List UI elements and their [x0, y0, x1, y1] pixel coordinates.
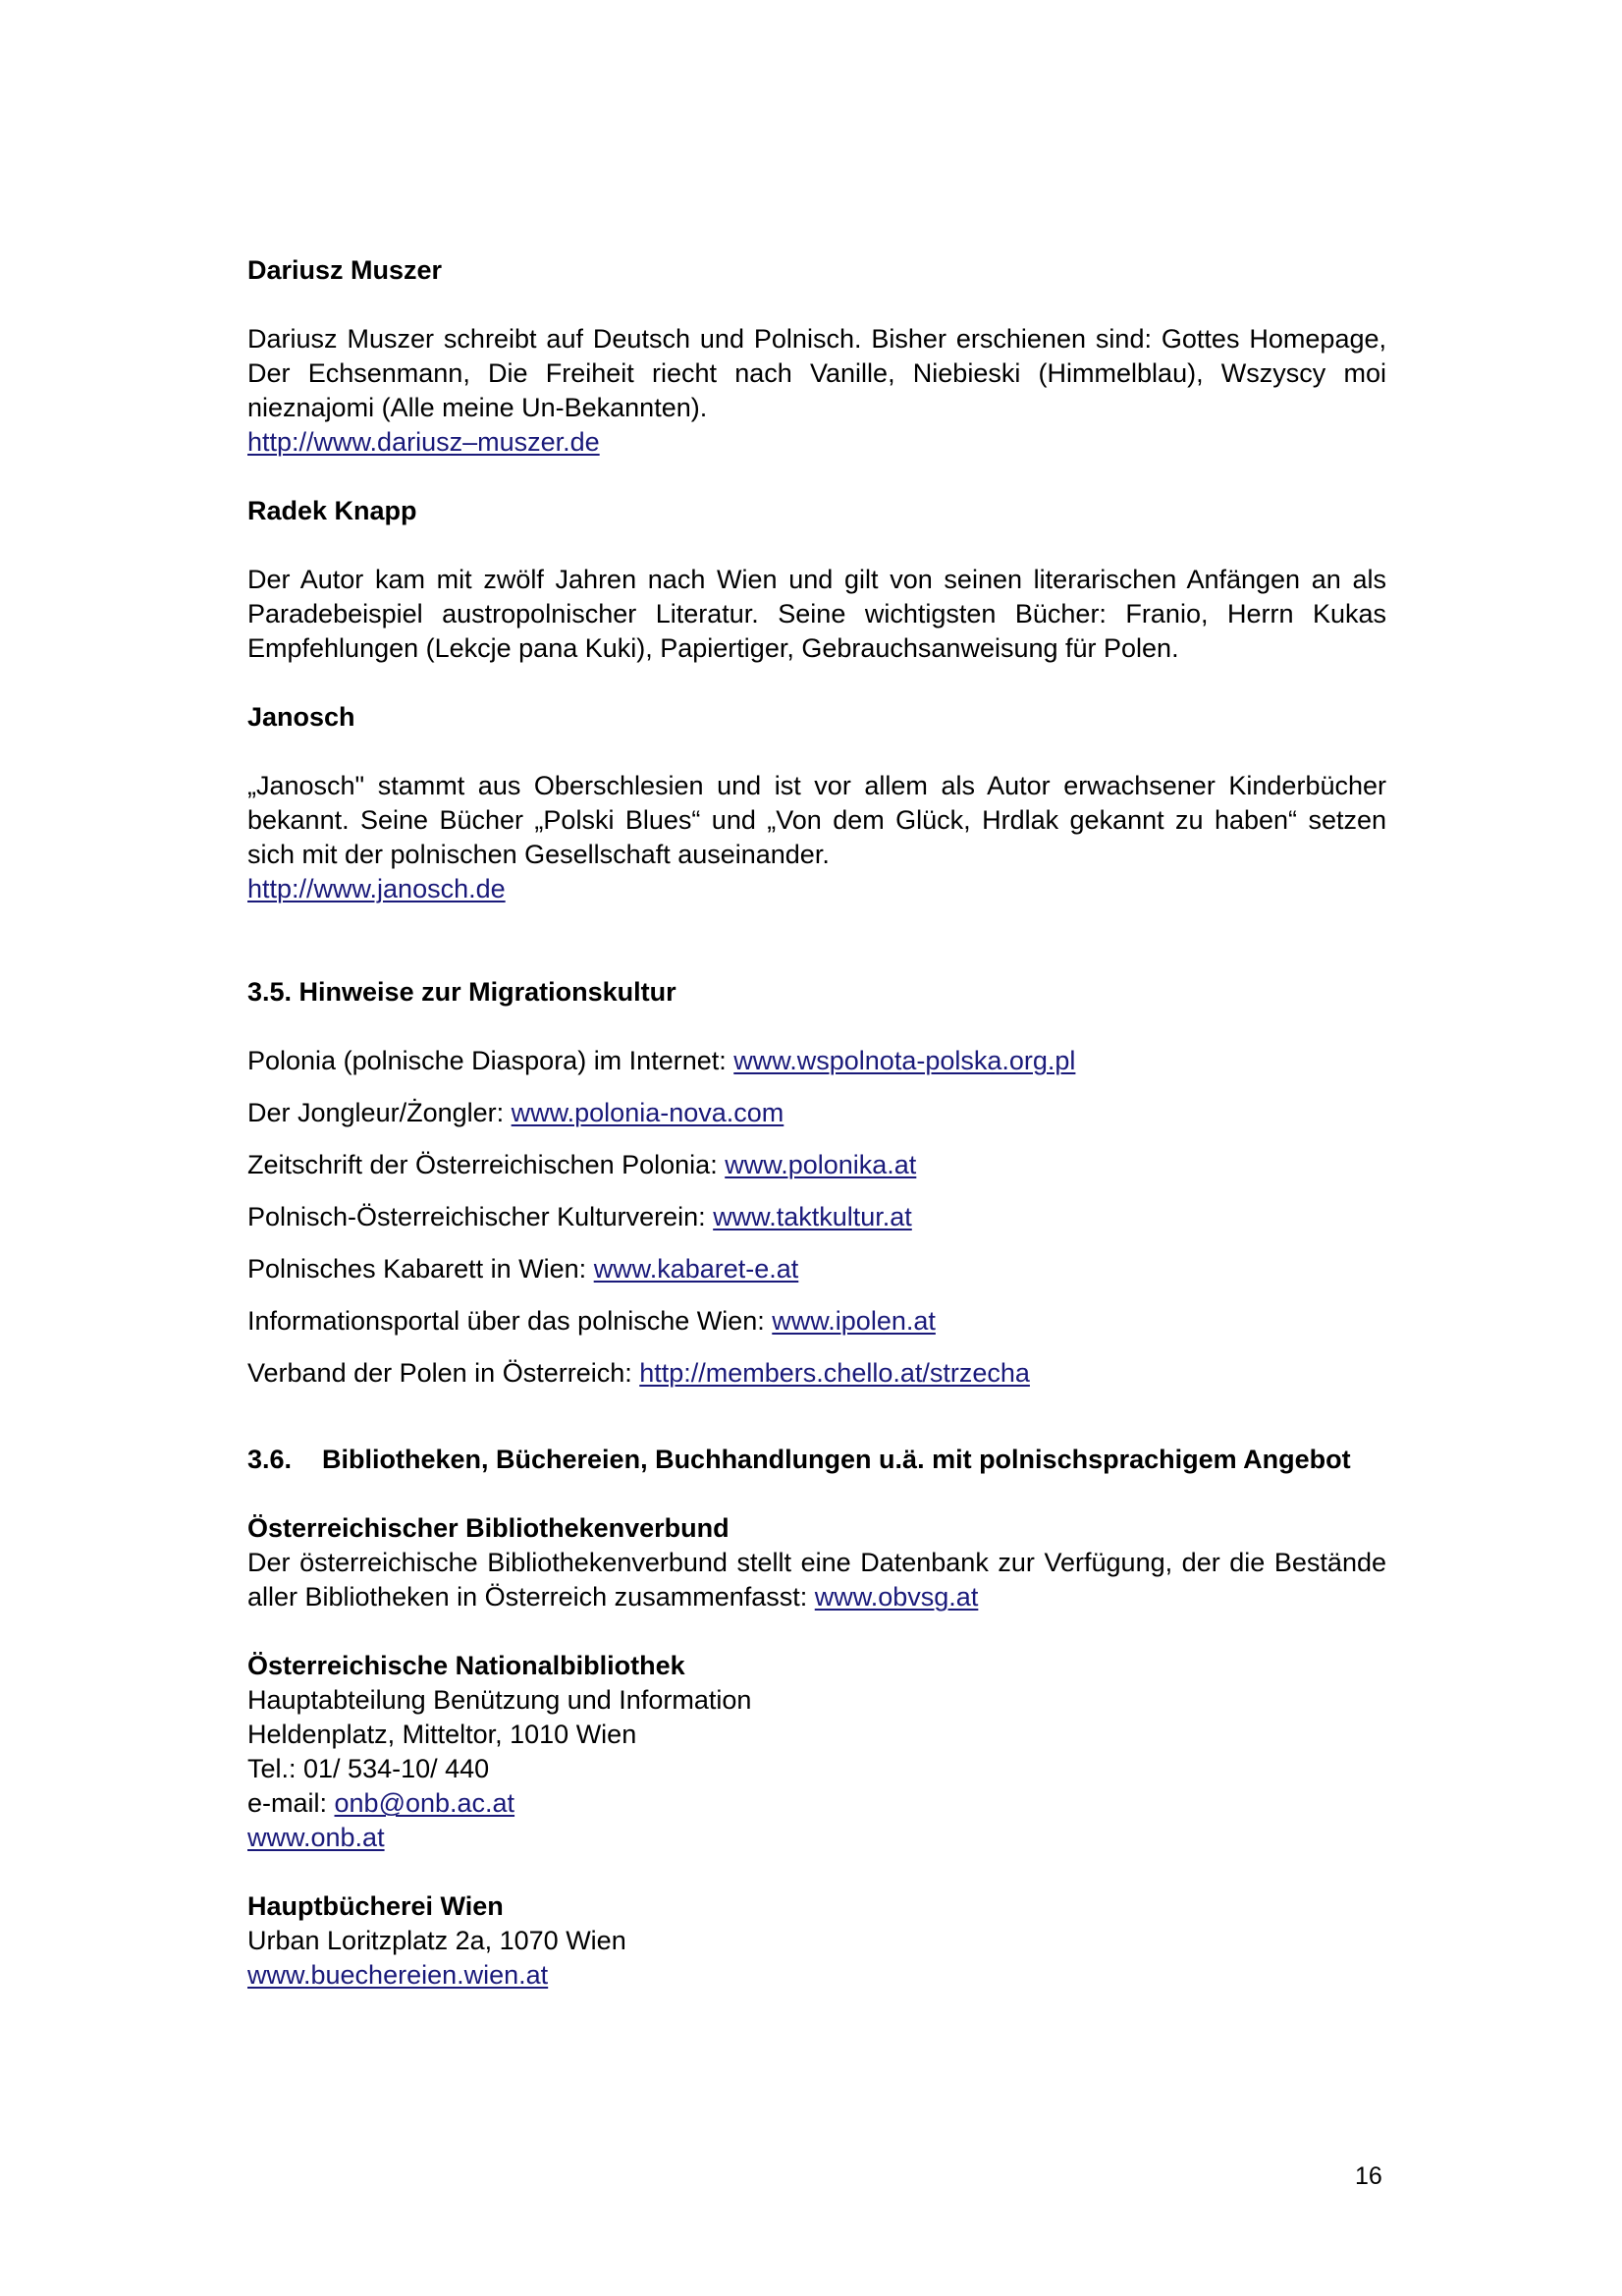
list-item-link[interactable]: www.wspolnota-polska.org.pl — [733, 1046, 1076, 1075]
library-description: Der österreichische Bibliothekenverbund stellt eine Datenbank zur Verfügung, der die Bestände aller Bibliotheken in Österreich zusammenfasst: — [247, 1548, 1386, 1612]
migration-links-list — [247, 1044, 1386, 1408]
list-item-label: Informationsportal über das polnische Wien: — [247, 1306, 773, 1336]
library-title-onb: Österreichische Nationalbibliothek — [247, 1651, 685, 1680]
library-phone: Tel.: 01/ 534-10/ 440 — [247, 1754, 490, 1783]
library-link-obv[interactable]: www.obvsg.at — [814, 1582, 979, 1612]
list-item — [247, 1044, 1386, 1096]
list-item-label: Polnisches Kabarett in Wien: — [247, 1254, 594, 1284]
library-address: Heldenplatz, Mitteltor, 1010 Wien — [247, 1720, 637, 1749]
email-label: e-mail: — [247, 1788, 335, 1818]
list-item-link[interactable]: www.polonika.at — [725, 1150, 917, 1179]
list-item — [247, 1304, 1386, 1356]
author-heading-knapp: Radek Knapp — [247, 496, 417, 525]
list-item-link[interactable]: http://members.chello.at/strzecha — [639, 1358, 1030, 1388]
author-text-janosch: „Janosch" stammt aus Oberschlesien und ist vor allem als Autor erwachsener Kinderbücher bekannt. Seine Bücher „Polski Blues“ und „Von dem Glück, Hrdlak gekannt zu haben“ setzen sich mit der polnischen Gesellschaft auseinander. — [247, 771, 1386, 869]
list-item-link[interactable]: www.taktkultur.at — [713, 1202, 912, 1231]
author-link-janosch[interactable]: http://www.janosch.de — [247, 874, 506, 903]
author-heading-muszer: Dariusz Muszer — [247, 255, 443, 285]
library-title-obv: Österreichischer Bibliothekenverbund — [247, 1513, 730, 1543]
library-address: Urban Loritzplatz 2a, 1070 Wien — [247, 1926, 626, 1955]
section-title: Bibliotheken, Büchereien, Buchhandlungen u.ä. mit polnischsprachigem Angebot — [322, 1445, 1351, 1474]
section-heading-libraries — [247, 1443, 1386, 1477]
author-link-muszer[interactable]: http://www.dariusz–muszer.de — [247, 427, 600, 457]
list-item-label: Zeitschrift der Österreichischen Polonia: — [247, 1150, 726, 1179]
list-item-link[interactable]: www.kabaret-e.at — [593, 1254, 799, 1284]
author-heading-janosch: Janosch — [247, 702, 355, 732]
library-text-obv — [247, 1546, 1386, 1614]
list-item-label: Polnisch-Österreichischer Kulturverein: — [247, 1202, 714, 1231]
list-item-label: Verband der Polen in Österreich: — [247, 1358, 640, 1388]
list-item-label: Der Jongleur/Żongler: — [247, 1098, 512, 1127]
library-link-hauptbuecherei[interactable]: www.buechereien.wien.at — [247, 1960, 549, 1990]
section-heading-migration: 3.5. Hinweise zur Migrationskultur — [247, 977, 676, 1007]
library-department: Hauptabteilung Benützung und Information — [247, 1685, 752, 1715]
list-item-label: Polonia (polnische Diaspora) im Internet: — [247, 1046, 734, 1075]
list-item — [247, 1356, 1386, 1408]
page-number: 16 — [1355, 2162, 1382, 2190]
list-item — [247, 1096, 1386, 1148]
library-link-onb[interactable]: www.onb.at — [247, 1823, 385, 1852]
document-page — [247, 253, 1386, 1993]
list-item — [247, 1252, 1386, 1304]
list-item-link[interactable]: www.ipolen.at — [772, 1306, 936, 1336]
list-item — [247, 1148, 1386, 1200]
section-number: 3.6. — [247, 1445, 293, 1474]
list-item — [247, 1200, 1386, 1252]
library-email-link[interactable]: onb@onb.ac.at — [334, 1788, 515, 1818]
author-text-muszer: Dariusz Muszer schreibt auf Deutsch und Polnisch. Bisher erschienen sind: Gottes Homepage, Der Echsenmann, Die Freiheit riecht nach Vanille, Niebieski (Himmelblau), Wszyscy moi nieznajomi (Alle meine Un-Bekannten). — [247, 324, 1386, 422]
list-item-link[interactable]: www.polonia-nova.com — [511, 1098, 784, 1127]
author-text-knapp: Der Autor kam mit zwölf Jahren nach Wien und gilt von seinen literarischen Anfängen an als Paradebeispiel austropolnischer Literatur. Seine wichtigsten Bücher: Franio, Herrn Kukas Empfehlungen (Lekcje pana Kuki), Papiertiger, Gebrauchsanweisung für Polen. — [247, 565, 1386, 663]
library-title-hauptbuecherei: Hauptbücherei Wien — [247, 1891, 504, 1921]
library-email-line — [247, 1786, 1386, 1821]
